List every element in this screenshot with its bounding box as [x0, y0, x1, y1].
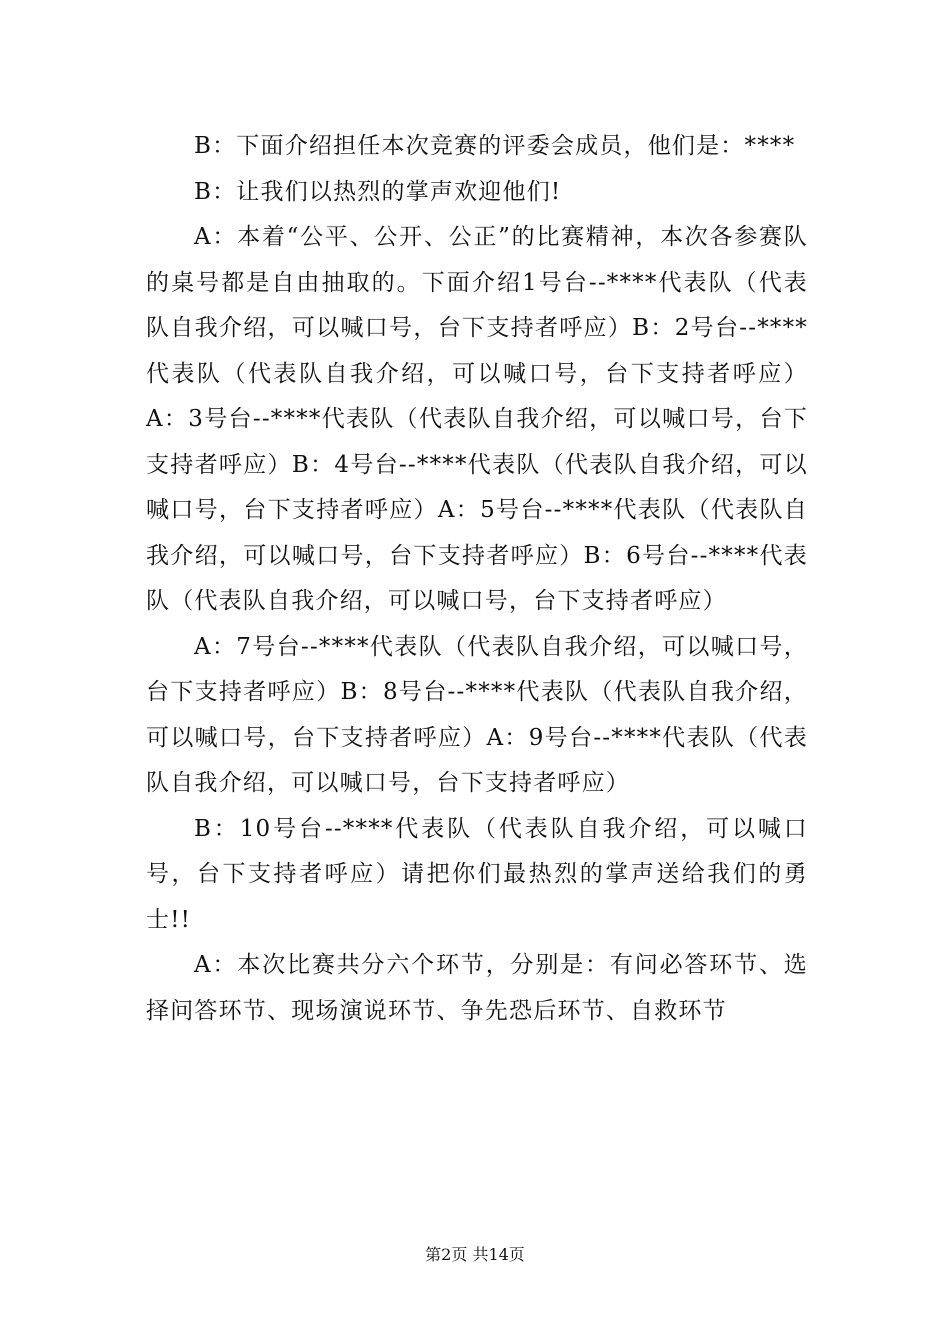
paragraph-teams-1-6: A：本着“公平、公开、公正”的比赛精神，本次各参赛队的桌号都是自由抽取的。下面介绍1号台--****代表队（代表队自我介绍，可以喊口号，台下支持者呼应）B：2号台--****代表队（代表队自我介绍，可以喊口号，台下支持者呼应）A：3号台--****代表队（代表队自我介绍，可以喊口号，台下支持者呼应）B：4号台--****代表队（代表队自我介绍，可以喊口号，台下支持者呼应）A：5号台--****代表队（代表队自我介绍，可以喊口号，台下支持者呼应）B：6号台--****代表队（代表队自我介绍，可以喊口号，台下支持者呼应）	[146, 224, 808, 614]
paragraph-teams-7-9: A：7号台--****代表队（代表队自我介绍，可以喊口号，台下支持者呼应）B：8号台--****代表队（代表队自我介绍，可以喊口号，台下支持者呼应）A：9号台--****代表队（代表队自我介绍，可以喊口号，台下支持者呼应）	[146, 633, 808, 796]
paragraph-competition-sections: A：本次比赛共分六个环节，分别是：有问必答环节、选择问答环节、现场演说环节、争先恐后环节、自救环节	[146, 952, 808, 1024]
paragraph-team-10: B：10号台--****代表队（代表队自我介绍，可以喊口号，台下支持者呼应）请把你们最热烈的掌声送给我们的勇士!!	[146, 815, 808, 933]
page-number-footer: 第2页 共14页	[425, 1245, 525, 1264]
paragraph-judges-intro: B：下面介绍担任本次竞赛的评委会成员，他们是：****	[194, 133, 796, 159]
paragraph-applause: B：让我们以热烈的掌声欢迎他们!	[194, 178, 562, 205]
document-body	[146, 124, 808, 1034]
